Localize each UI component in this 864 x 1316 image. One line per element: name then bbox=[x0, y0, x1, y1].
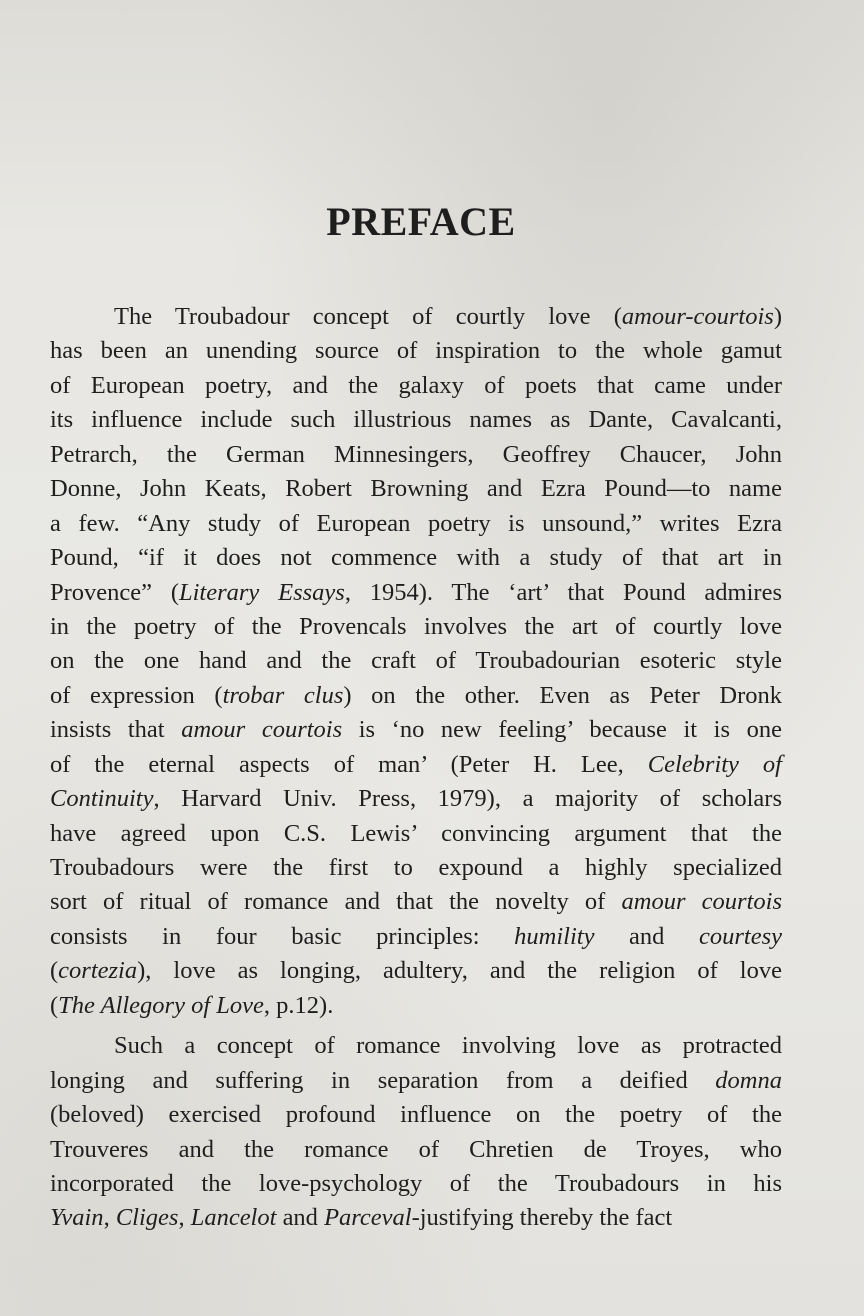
text-segment: incorporated the love-psychology of the Troubadours in his bbox=[50, 1169, 782, 1197]
text-line bbox=[50, 989, 782, 1023]
text-line bbox=[50, 472, 782, 506]
text-line bbox=[50, 1064, 782, 1098]
text-segment: have agreed upon C.S. Lewis’ convincing argument that the bbox=[50, 819, 782, 847]
text-line bbox=[50, 403, 782, 437]
text-segment: (beloved) exercised profound influence on the poetry of the bbox=[50, 1101, 782, 1129]
text-line bbox=[50, 851, 782, 885]
text-line bbox=[50, 748, 782, 782]
text-segment: Trouveres and the romance of Chretien de Troyes, who bbox=[50, 1135, 782, 1163]
italic-text: amour courtois bbox=[621, 888, 782, 916]
paragraph bbox=[50, 1029, 782, 1236]
text-segment: Such a concept of romance involving love as protracted bbox=[114, 1032, 782, 1060]
text-line bbox=[50, 1167, 782, 1201]
text-segment: of European poetry, and the galaxy of poets that came under bbox=[50, 371, 782, 399]
text-segment: is ‘no new feeling’ because it is one bbox=[342, 716, 782, 744]
italic-text: domna bbox=[715, 1066, 782, 1094]
text-segment: longing and suffering in separation from a deified bbox=[50, 1066, 716, 1094]
text-line bbox=[50, 1029, 782, 1063]
text-line bbox=[50, 438, 782, 472]
italic-text: amour courtois bbox=[181, 716, 343, 744]
italic-text: Celebrity of bbox=[647, 750, 782, 778]
text-line bbox=[50, 507, 782, 541]
text-segment: The Troubadour concept of courtly love ( bbox=[114, 303, 622, 330]
italic-text: cortezia bbox=[58, 957, 138, 985]
text-segment: , bbox=[178, 1204, 191, 1232]
text-segment: , bbox=[103, 1204, 116, 1232]
italic-text: amour-courtois bbox=[621, 303, 774, 330]
italic-text: Parceval bbox=[324, 1204, 412, 1232]
text-line bbox=[50, 1201, 782, 1235]
text-line bbox=[50, 541, 782, 575]
italic-text: The Allegory of Love bbox=[58, 991, 264, 1019]
text-line bbox=[50, 679, 782, 713]
text-segment: ) on the other. Even as Peter Dronk bbox=[343, 681, 782, 709]
text-line bbox=[50, 1098, 782, 1132]
text-segment: Provence” ( bbox=[50, 578, 179, 606]
italic-text: Cliges bbox=[115, 1204, 179, 1232]
text-segment: has been an unending source of inspiration to the whole gamut bbox=[50, 337, 782, 365]
italic-text: humility bbox=[514, 922, 595, 950]
text-segment: of the eternal aspects of man’ (Peter H. Lee, bbox=[50, 750, 648, 778]
italic-text: Yvain bbox=[50, 1204, 104, 1232]
text-line bbox=[50, 713, 782, 747]
italic-text: trobar clus bbox=[222, 681, 344, 709]
page-title: PREFACE bbox=[326, 199, 516, 244]
text-segment: consists in four basic principles: bbox=[50, 922, 515, 950]
text-line bbox=[50, 817, 782, 851]
text-segment: Petrarch, the German Minnesingers, Geoffrey Chaucer, John bbox=[50, 440, 782, 468]
text-segment: ) bbox=[773, 303, 782, 330]
text-line bbox=[50, 610, 782, 644]
text-segment: a few. “Any study of European poetry is unsound,” writes Ezra bbox=[50, 509, 782, 537]
text-segment: and bbox=[594, 922, 699, 950]
text-line bbox=[50, 1133, 782, 1167]
text-line bbox=[50, 334, 782, 368]
text-segment: , Harvard Univ. Press, 1979), a majority of scholars bbox=[153, 785, 782, 813]
text-segment: , p.12). bbox=[263, 991, 334, 1019]
italic-text: Continuity bbox=[50, 785, 154, 813]
text-segment: ( bbox=[50, 991, 59, 1019]
italic-text: Literary Essays bbox=[179, 578, 345, 606]
text-segment: ), love as longing, adultery, and the religion of love bbox=[137, 957, 782, 985]
body-text bbox=[50, 300, 782, 1236]
text-segment: and bbox=[276, 1204, 325, 1232]
text-line bbox=[50, 369, 782, 403]
text-segment: sort of ritual of romance and that the novelty of bbox=[50, 888, 622, 916]
text-segment: its influence include such illustrious names as Dante, Cavalcanti, bbox=[50, 406, 782, 434]
text-line bbox=[50, 644, 782, 678]
text-line bbox=[50, 920, 782, 954]
text-segment: of expression ( bbox=[50, 681, 223, 709]
text-segment: on the one hand and the craft of Troubadourian esoteric style bbox=[50, 647, 782, 675]
text-segment: ( bbox=[50, 957, 59, 985]
text-segment: in the poetry of the Provencals involves the art of courtly love bbox=[50, 612, 782, 640]
text-segment: Troubadours were the first to expound a highly specialized bbox=[50, 854, 782, 881]
text-line bbox=[50, 782, 782, 816]
paragraph bbox=[50, 300, 782, 1023]
italic-text: Lancelot bbox=[190, 1204, 277, 1232]
text-segment: , 1954). The ‘art’ that Pound admires bbox=[344, 578, 782, 606]
text-segment: -justifying thereby the fact bbox=[411, 1204, 673, 1232]
text-line bbox=[50, 954, 782, 988]
italic-text: courtesy bbox=[699, 922, 782, 950]
text-segment: Pound, “if it does not commence with a study of that art in bbox=[50, 544, 782, 572]
text-segment: insists that bbox=[50, 716, 182, 744]
text-segment: Donne, John Keats, Robert Browning and Ezra Pound—to name bbox=[50, 475, 782, 503]
text-line bbox=[50, 885, 782, 919]
text-line bbox=[50, 300, 782, 334]
text-line bbox=[50, 576, 782, 610]
